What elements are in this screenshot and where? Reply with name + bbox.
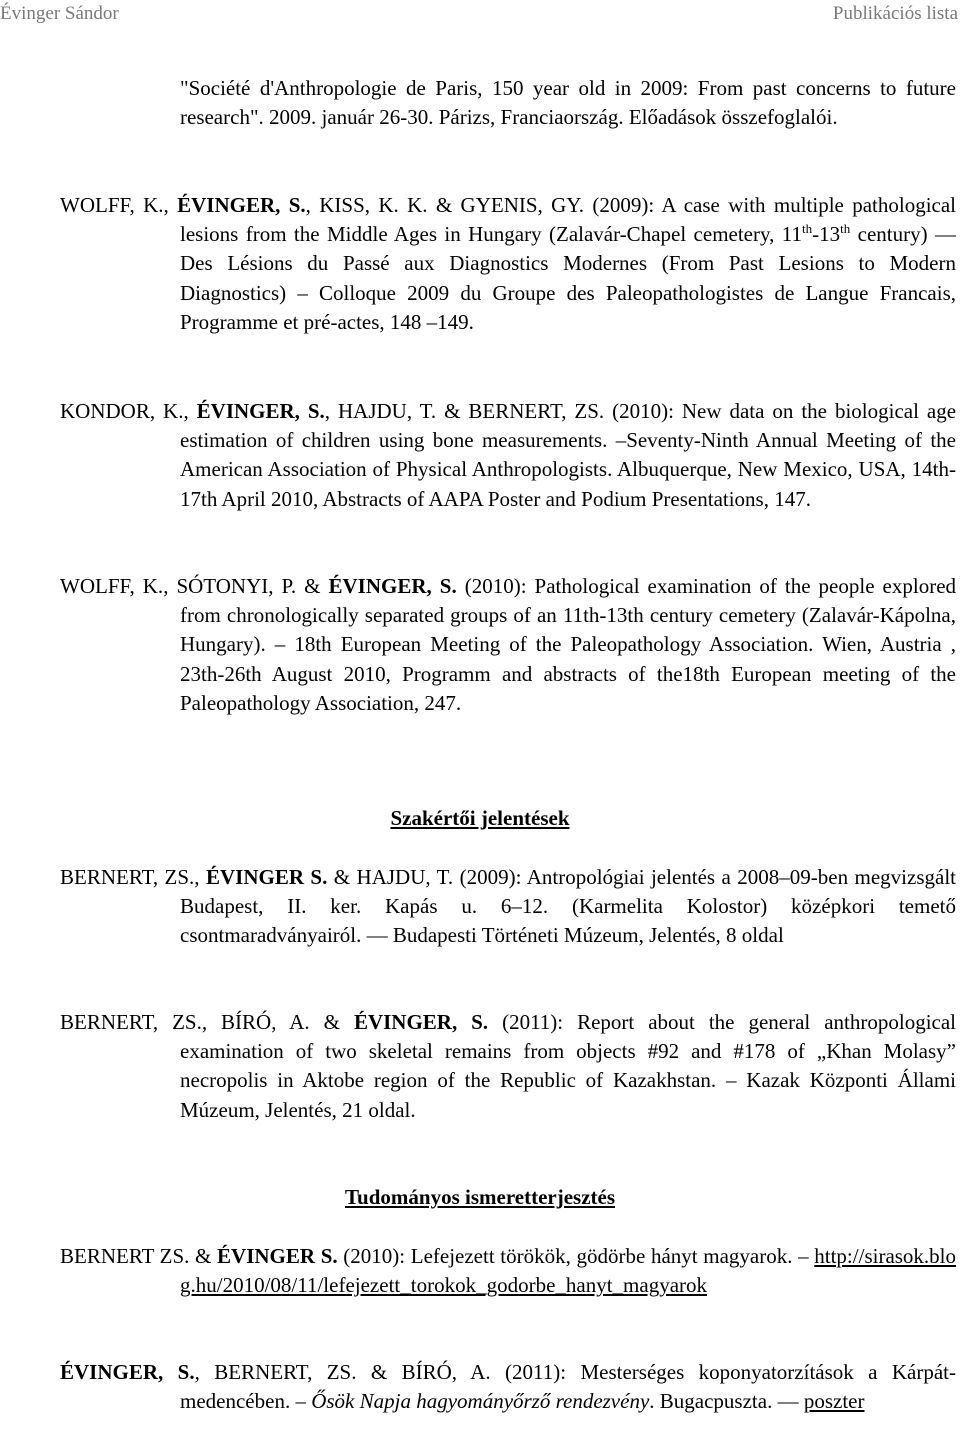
entry-coauthors: BERNERT, ZS., BÍRÓ, A. & <box>60 1010 354 1034</box>
entry-author-highlight: ÉVINGER, S. <box>328 574 457 598</box>
entry-author: WOLFF, K. <box>60 193 164 217</box>
section-title-expert-reports: Szakértői jelentések <box>390 806 570 830</box>
publication-entry <box>60 191 956 337</box>
entry-coauthors: , KISS, K. K. & GYENIS, GY. <box>305 193 585 217</box>
entry-text: (2009): Antropológiai jelentés a 2008–09-ben megvizsgált Budapest, II. ker. Kapás u. 6–12. (Karmelita Kolostor) középkori temető csontmaradványairól. — Budapesti Történeti Múzeum, Jelentés, 8 oldal <box>180 865 956 948</box>
header-section: Publikációs lista <box>832 3 958 24</box>
blog-link[interactable]: http://sirasok.blog.hu/2010/08/11/lefejezett_torokok_godorbe_hanyt_magyarok <box>180 1244 957 1298</box>
entry-author: WOLFF, K. <box>60 574 164 598</box>
entry-author-highlight: ÉVINGER S. <box>217 1244 338 1268</box>
poster-link[interactable]: poszter <box>803 1389 865 1414</box>
publication-entry <box>60 1358 956 1416</box>
entry-coauthors: & HAJDU, T. <box>327 865 454 889</box>
entry-text: (2010): Lefejezett törökök, gödörbe hányt magyarok. – <box>337 1244 815 1268</box>
entry-text: (2009): A case with multiple pathological lesions from the Middle Ages in Hungary (Zalavár-Chapel cemetery, 11 <box>180 193 957 247</box>
publication-entry <box>60 863 956 951</box>
entry-author-highlight: ÉVINGER S. <box>205 865 328 889</box>
entry-coauthors: , BERNERT, ZS. & BÍRÓ, A. <box>194 1360 491 1384</box>
entry-text: -13 <box>812 222 841 247</box>
entry-text: "Société d'Anthropologie de Paris, 150 year old in 2009: From past concerns to future research". 2009. január 26-30. Párizs, Franciaország. Előadások összefoglalói. <box>180 76 956 130</box>
entry-text: (2010): Pathological examination of the people explored from chronologically separated groups of an 11th-13th century cemetery (Zalavár-Kápolna, Hungary). – 18th European Meeting of the Paleopathology Association. Wien, Austria , 23th-26th August 2010, Programm and abstracts of the18th European meeting of the Paleopathology Association, 247. <box>180 574 957 715</box>
publication-entry <box>60 572 956 718</box>
entry-coauthors: BERNERT, ZS., <box>60 865 206 889</box>
entry-author-highlight: ÉVINGER, S. <box>60 1360 195 1384</box>
publication-entry <box>180 74 956 132</box>
entry-coauthors: , HAJDU, T. & BERNERT, ZS. <box>324 399 605 423</box>
entry-sup: th <box>840 221 851 237</box>
entry-separator: , <box>163 193 178 217</box>
entry-text: (2010): New data on the biological age estimation of children using bone measurements. –Seventy-Ninth Annual Meeting of the American Association of Physical Anthropologists. Albuquerque, New Mexico, USA, 14th-17th April 2010, Abstracts of AAPA Poster and Podium Presentations, 147. <box>180 399 957 511</box>
entry-author: KONDOR, K. <box>60 399 184 423</box>
entry-author-highlight: ÉVINGER, S. <box>196 399 325 423</box>
publication-entry <box>60 1008 956 1125</box>
entry-sup: th <box>802 221 813 237</box>
entry-text: . Bugacpuszta. — <box>649 1389 804 1414</box>
entry-text: (2011): Mesterséges koponyatorzítások a Kárpát-medencében. – <box>180 1360 957 1414</box>
entry-text: (2011): Report about the general anthropological examination of two skeletal remains from objects #92 and #178 of „Khan Molasy” necropolis in Aktobe region of the Republic of Kazakhstan. – Kazak Központi Állami Múzeum, Jelentés, 21 oldal. <box>180 1010 957 1122</box>
entry-author-highlight: ÉVINGER, S. <box>177 193 306 217</box>
entry-author-highlight: ÉVINGER, S. <box>353 1010 489 1034</box>
entry-coauthors: BERNERT ZS. & <box>60 1244 218 1268</box>
publication-entry <box>60 1242 956 1300</box>
header-author: Évinger Sándor <box>0 3 119 24</box>
publication-entry <box>60 397 956 514</box>
entry-coauthors: , SÓTONYI, P. & <box>163 574 329 598</box>
event-name: Ősök Napja hagyományőrző rendezvény <box>311 1389 650 1414</box>
entry-text: century) — Des Lésions du Passé aux Diagnostics Modernes (From Past Lesions to Modern Diagnostics) – Colloque 2009 du Groupe des Paleopathologistes de Langue Francais, Programme et pré-actes, 148 –149. <box>180 222 956 334</box>
section-title-popular-science: Tudományos ismeretterjesztés <box>344 1185 616 1209</box>
entry-separator: , <box>183 399 197 423</box>
